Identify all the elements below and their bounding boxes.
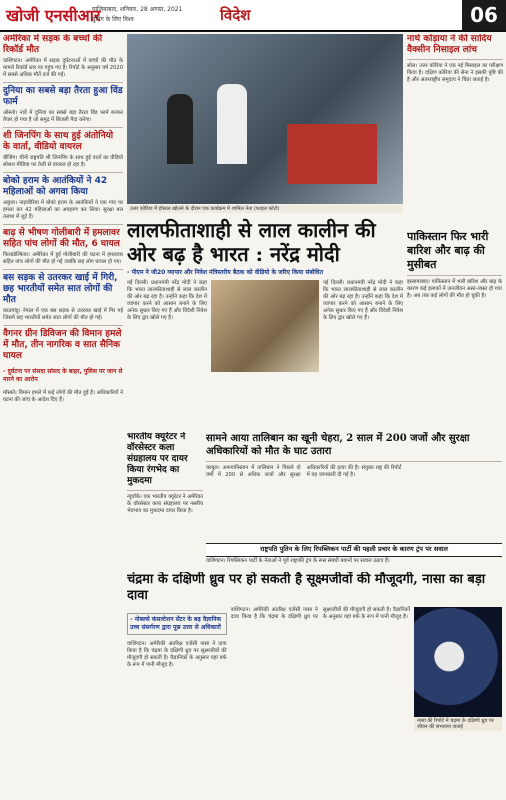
story-body: फिलाडेल्फिया। अमेरिका में हुई गोलीबारी की घटना में हमलावर सहित पांच लोगों की मौत हो गई जबकि छह लोग घायल हो गए। bbox=[3, 252, 123, 265]
headline-plane-attack: वैगनर ग्रीन डिविजन की विमान हमले में मौत, तीन नागरिक व सात सैनिक घायल bbox=[3, 329, 122, 361]
putin-banner bbox=[206, 543, 502, 557]
moon-caption: नासा की रिपोर्ट में चंद्रमा के दक्षिणी ध्रुव पर जीवन की संभावना जताई bbox=[414, 717, 502, 731]
top-photo bbox=[127, 34, 403, 204]
banner-body: वाशिंगटन। रिपब्लिकन पार्टी के नेताओं ने पूर्व राष्ट्रपति ट्रंप के रूस संबंधी बयानों पर सवाल उठाए हैं। bbox=[206, 558, 390, 564]
taliban-story bbox=[206, 432, 502, 540]
modi-photo bbox=[211, 280, 319, 372]
story-body: काठमांडू। नेपाल में एक बस सड़क से उतरकर खाई में गिर गई जिसमें छह भारतीयों समेत सात लोगों की मौत हो गई। bbox=[3, 308, 123, 321]
story-body: वाशिंगटन। अमेरिका में सड़क दुर्घटनाओं में बच्चों की मौत के मामले रिकॉर्ड स्तर पर पहुंच गए हैं। रिपोर्ट के अनुसार वर्ष 2020 में सबसे अधिक मौतें दर्ज की गईं। bbox=[3, 58, 123, 78]
section-title: विदेश bbox=[220, 6, 251, 24]
top-photo-caption: उत्तर कोरिया में हॉस्टल खोलने के दौरान एक कार्यक्रम में शामिल नेता (फाइल फोटो) bbox=[127, 205, 403, 213]
lead-subhead: - पीएम ने जी20 व्यापार और निवेश मंत्रिस्तरीय बैठक को वीडियो के जरिए किया संबोधित bbox=[127, 269, 324, 276]
headline-xi-talks: शी जिनपिंग के साथ हुई अंतोनियो के वार्ता, वीडियो वायरल bbox=[3, 131, 114, 152]
lead-headline: लालफीताशाही से लाल कालीन की ओर बढ़ है भारत : नरेंद्र मोदी bbox=[127, 218, 376, 266]
headline-wind-farm: दुनिया का सबसे बड़ा तैरता हुआ विंड फार्म bbox=[3, 86, 123, 107]
page-number: 06 bbox=[462, 0, 506, 30]
pakistan-story bbox=[407, 230, 502, 428]
lead-body-cont: नई दिल्ली। प्रधानमंत्री नरेंद्र मोदी ने कहा कि भारत लालफीताशाही से लाल कालीन की ओर बढ़ रहा है। उन्होंने कहा कि देश में व्यापार करने को आसान बनाने के लिए अनेक सुधार किए गए हैं और विदेशी निवेश के लिए द्वार खोले गए हैं। bbox=[323, 280, 403, 321]
edition-line: ग्रुपिंग के लिए विश्व bbox=[92, 16, 134, 23]
newspaper-brand: खोजी एनसीआर bbox=[6, 6, 101, 25]
moon-box: - नोबल्से कंसल्टेशन सेंटर के बढ़ वैज्ञानिक उच्च संसर्गरण द्वारा पूछ उत्तर से अधिकारों bbox=[127, 613, 227, 635]
headline-boko-haram: बोको हराम के आतंकियों ने 42 महिलाओं को अगवा किया bbox=[3, 176, 108, 197]
pakistan-headline: पाकिस्तान फिर भारी बारिश और बाढ़ की मुसीबत bbox=[407, 230, 489, 271]
moon-headline: चंद्रमा के दक्षिणी ध्रुव पर हो सकती है सूक्ष्मजीवों की मौजूदगी, नासा का बड़ा दावा bbox=[127, 572, 486, 603]
story-subhead: - दुर्घटना पर संसदा सांसद के बाहर, पुलिस पर जान से मारने का आरोप bbox=[3, 368, 123, 383]
story-body: काबुल। अफगानिस्तान में तालिबान ने पिछले दो वर्षों में 200 से अधिक जजों और सुरक्षा अधिकारियों की हत्या की है। संयुक्त राष्ट्र की रिपोर्ट में यह जानकारी दी गई है। bbox=[206, 465, 402, 478]
headline-north-korea: नार्थ कोड़ाया ने की सादिय वैक्सीन निसाइल लांच bbox=[407, 34, 492, 55]
story-body-cont: वाशिंगटन। अमेरिकी अंतरिक्ष एजेंसी नासा ने दावा किया है कि चंद्रमा के दक्षिणी ध्रुव पर सूक्ष्मजीवों की मौजूदगी हो सकती है। वैज्ञानिकों के अनुसार यहां बर्फ के रूप में पानी मौजूद है। bbox=[230, 607, 410, 620]
masthead bbox=[0, 0, 506, 32]
banner-headline: राष्ट्रपति पुतिन के लिए रिपब्लिकन पार्टी की पहली प्रचार के कारण ट्रंप पर सवाल bbox=[260, 545, 448, 553]
story-body: सोल। उत्तर कोरिया ने एक नई मिसाइल का परीक्षण किया है। दक्षिण कोरिया की सेना ने इसकी पुष्टि की है और अंतरराष्ट्रीय समुदाय ने चिंता जताई है। bbox=[407, 63, 503, 83]
taliban-headline: सामने आया तालिबान का खूनी चेहरा, 2 साल में 200 जजों और सुरक्षा अधिकारियों को मौत के घाट उतारा bbox=[206, 433, 470, 457]
curator-headline: भारतीय क्यूरेटर ने वॉरसेस्टर कला संग्रहालय पर दायर किया रंगभेद का मुकदमा bbox=[127, 432, 188, 486]
headline-bus-accident: बस सड़क से उतरकर खाई में गिरी, छह भारतीयों समेत सात लोगों की मौत bbox=[3, 273, 118, 305]
moon-photo bbox=[414, 607, 502, 717]
lead-body: नई दिल्ली। प्रधानमंत्री नरेंद्र मोदी ने कहा कि भारत लालफीताशाही से लाल कालीन की ओर बढ़ रहा है। उन्होंने कहा कि देश में व्यापार करने को आसान बनाने के लिए अनेक सुधार किए गए हैं और विदेशी निवेश के लिए द्वार खोले गए हैं। bbox=[127, 280, 207, 321]
headline-shooting: बाढ़ से भीषण गोलीबारी में हमलावर सहित पांच लोगों की मौत, 6 घायल bbox=[3, 228, 120, 249]
left-column bbox=[3, 34, 123, 796]
story-body: अबुजा। नाइजीरिया में बोको हराम के आतंकियों ने एक गांव पर हमला कर 42 महिलाओं का अपहरण कर लिया। सुरक्षा बल तलाश में जुटे हैं। bbox=[3, 200, 123, 220]
lead-story bbox=[127, 218, 403, 428]
dateline: गाजियाबाद, शनिवार, 28 अगस्त, 2021 bbox=[92, 6, 183, 13]
story-body: बीजिंग। चीनी राष्ट्रपति शी जिनपिंग के साथ हुई वार्ता का वीडियो सोशल मीडिया पर तेजी से वायरल हो रहा है। bbox=[3, 155, 123, 168]
story-body: मॉस्को। विमान हमले में कई लोगों की मौत हुई है। अधिकारियों ने घटना की जांच के आदेश दिए हैं। bbox=[3, 390, 123, 403]
story-body: ओस्लो। नार्वे में दुनिया का सबसे बड़ा तैरता विंड फार्म बनकर तैयार हो गया है जो समुद्र में बिजली पैदा करेगा। bbox=[3, 110, 123, 123]
story-body: न्यूयॉर्क। एक भारतीय क्यूरेटर ने अमेरिका के वॉरसेस्टर कला संग्रहालय पर नस्लीय भेदभाव का मुकदमा दायर किया है। bbox=[127, 494, 203, 514]
story-body: वाशिंगटन। अमेरिकी अंतरिक्ष एजेंसी नासा ने दावा किया है कि चंद्रमा के दक्षिणी ध्रुव पर सूक्ष्मजीवों की मौजूदगी हो सकती है। वैज्ञानिकों के अनुसार यहां बर्फ के रूप में पानी मौजूद है। bbox=[127, 641, 227, 668]
moon-story bbox=[127, 572, 502, 796]
headline-us-child-deaths: अमेरिका में सड़क के बच्चों की रिकॉर्ड मौत bbox=[3, 34, 103, 55]
story-body: इस्लामाबाद। पाकिस्तान में भारी बारिश और बाढ़ के कारण कई इलाकों में जनजीवन अस्त-व्यस्त हो गया है। अब तक कई लोगों की मौत हो चुकी है। bbox=[407, 279, 502, 299]
